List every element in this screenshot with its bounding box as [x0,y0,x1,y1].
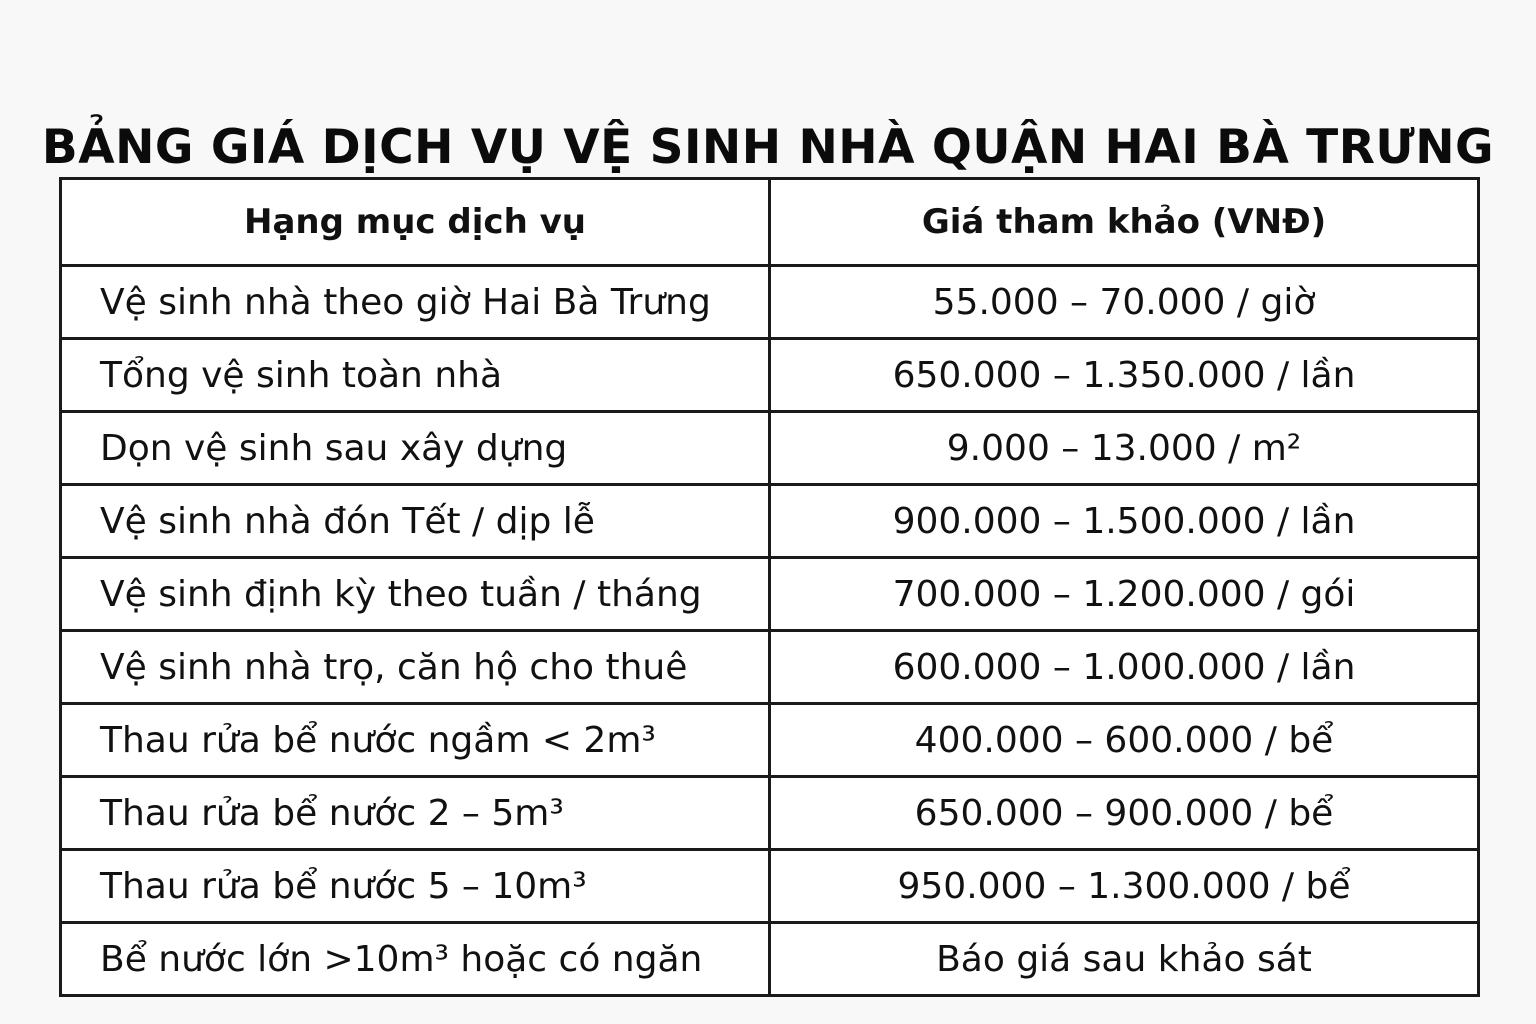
service-cell: Thau rửa bể nước 5 – 10m³ [61,850,770,923]
table-row [61,485,1479,558]
service-cell: Vệ sinh nhà theo giờ Hai Bà Trưng [61,266,770,339]
service-cell: Vệ sinh nhà trọ, căn hộ cho thuê [61,631,770,704]
table-row [61,850,1479,923]
table-row [61,558,1479,631]
price-cell: 55.000 – 70.000 / giờ [770,266,1479,339]
price-cell: 950.000 – 1.300.000 / bể [770,850,1479,923]
price-cell: 9.000 – 13.000 / m² [770,412,1479,485]
service-cell: Thau rửa bể nước ngầm < 2m³ [61,704,770,777]
service-cell: Dọn vệ sinh sau xây dựng [61,412,770,485]
page-title: BẢNG GIÁ DỊCH VỤ VỆ SINH NHÀ QUẬN HAI BÀ TRƯNG [41,120,1495,176]
service-cell: Vệ sinh định kỳ theo tuần / tháng [61,558,770,631]
table-row [61,266,1479,339]
price-table [59,177,1480,997]
price-cell: Báo giá sau khảo sát [770,923,1479,996]
table-row [61,777,1479,850]
table-row [61,631,1479,704]
price-cell: 650.000 – 1.350.000 / lần [770,339,1479,412]
price-cell: 650.000 – 900.000 / bể [770,777,1479,850]
price-cell: 900.000 – 1.500.000 / lần [770,485,1479,558]
price-cell: 600.000 – 1.000.000 / lần [770,631,1479,704]
price-cell: 700.000 – 1.200.000 / gói [770,558,1479,631]
table-row [61,923,1479,996]
table-row [61,339,1479,412]
price-cell: 400.000 – 600.000 / bể [770,704,1479,777]
service-cell: Tổng vệ sinh toàn nhà [61,339,770,412]
header-price: Giá tham khảo (VNĐ) [770,179,1479,266]
table-header-row [61,179,1479,266]
header-service: Hạng mục dịch vụ [61,179,770,266]
service-cell: Vệ sinh nhà đón Tết / dịp lễ [61,485,770,558]
service-cell: Thau rửa bể nước 2 – 5m³ [61,777,770,850]
table-row [61,412,1479,485]
table-row [61,704,1479,777]
service-cell: Bể nước lớn >10m³ hoặc có ngăn [61,923,770,996]
